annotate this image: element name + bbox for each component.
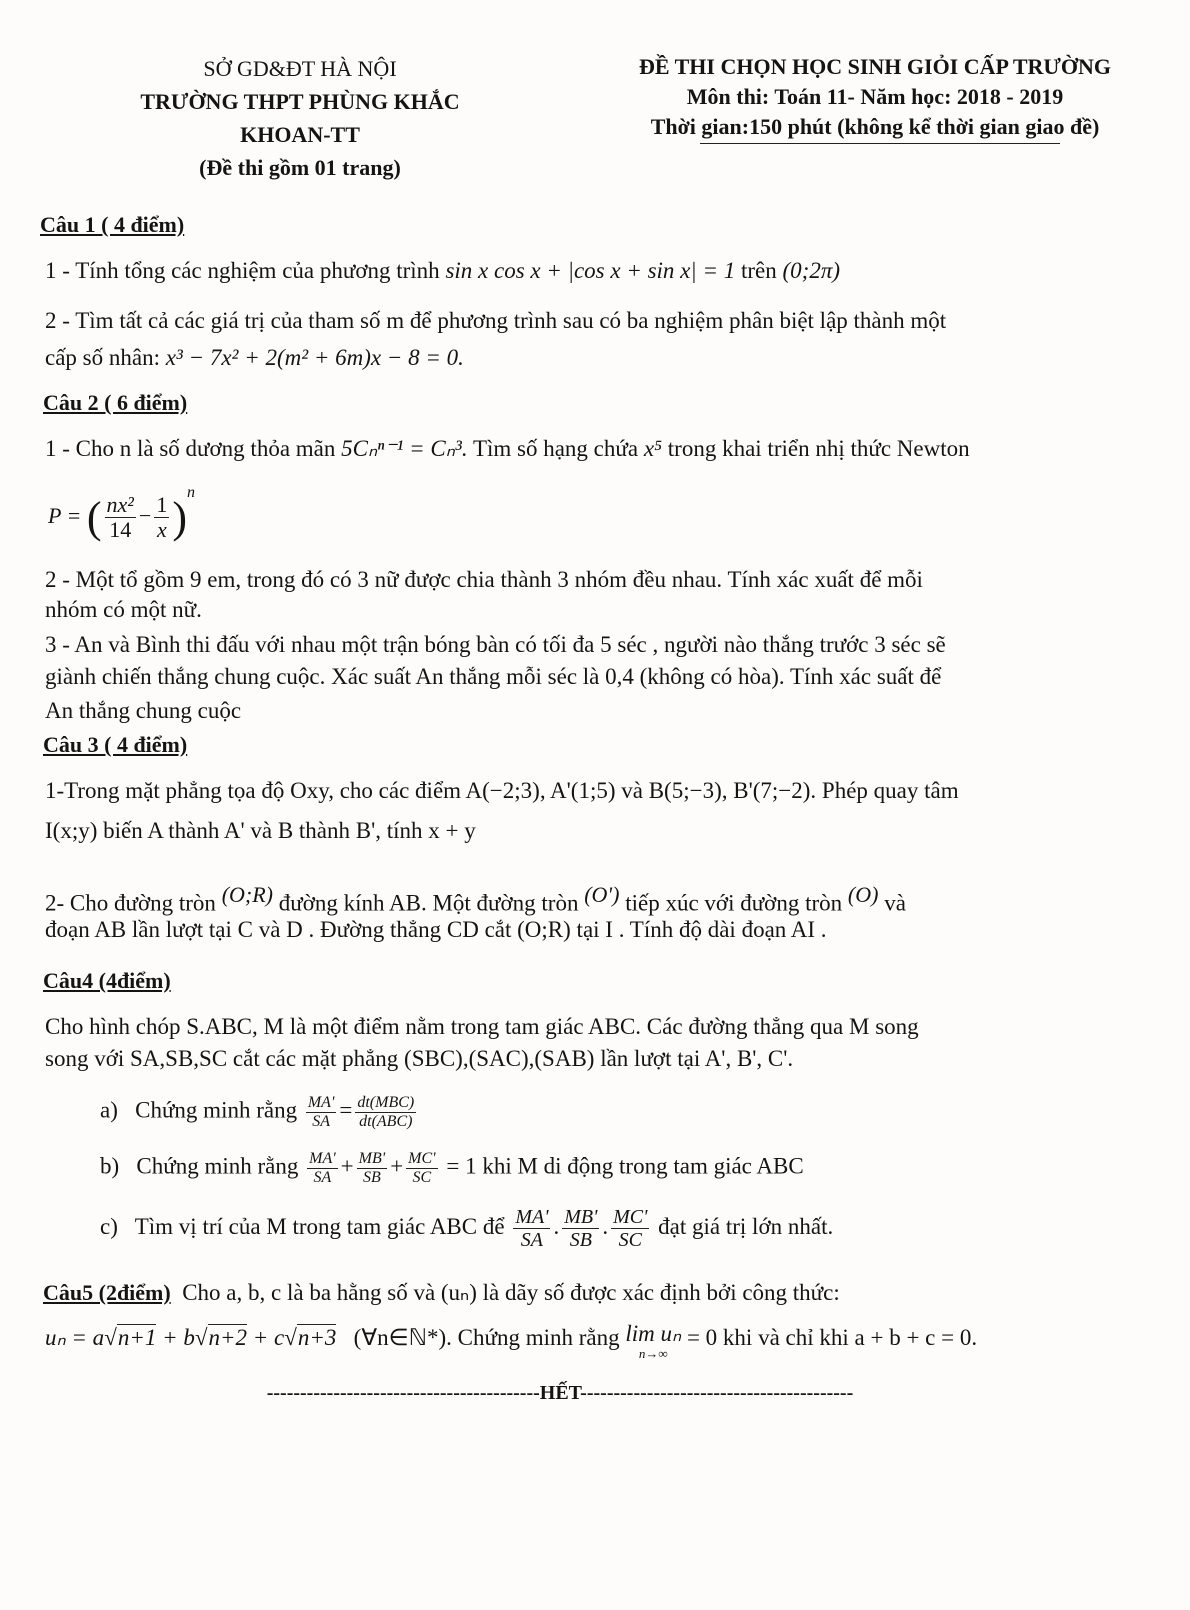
denominator: SC	[618, 1229, 642, 1251]
exam-time: Thời gian:150 phút (không kể thời gian giao đề)	[650, 114, 1100, 139]
school-name: TRƯỜNG THPT PHÙNG KHẮC	[140, 89, 460, 114]
part-b-text: Chứng minh rằng	[136, 1153, 299, 1179]
fraction-ma	[307, 1150, 338, 1186]
time-underline	[700, 143, 1060, 144]
denominator: SA	[520, 1229, 544, 1251]
sqrt-n3: n+3	[297, 1325, 337, 1350]
cau1-q1-tail: trên	[740, 258, 777, 283]
cau2-q1-condition: 5Cₙⁿ⁻¹ = Cₙ³.	[341, 436, 468, 461]
cau2-q3-line1: 3 - An và Bình thi đấu với nhau một trận bóng bàn có tối đa 5 séc , người nào thắng trước 3 séc sẽ	[45, 632, 946, 657]
header-right	[590, 52, 1160, 142]
circle-O-prime: (O')	[584, 882, 620, 907]
plus-c: + c	[252, 1325, 285, 1350]
p-lhs: P =	[48, 503, 82, 528]
part-a-text: Chứng minh rằng	[135, 1097, 298, 1123]
numerator: dt(MBC)	[357, 1094, 415, 1111]
numerator: nx²	[106, 492, 134, 518]
denominator: SA	[312, 1112, 330, 1130]
denominator: SB	[569, 1229, 592, 1251]
fraction-ma-sa	[306, 1094, 337, 1130]
fraction-1	[105, 493, 136, 542]
cau4-part-b: b) Chứng minh rằng $\frac{MA'}{SA}$ + $\frac{MB'}{SB}$ + $\frac{MC'}{SC}$ = 1 khi M di động trong tam giác ABC	[100, 1150, 804, 1186]
exam-subject: Môn thi: Toán 11- Năm học: 2018 - 2019	[686, 84, 1064, 109]
right-paren: )	[172, 492, 187, 542]
cau3-q2-text-a: 2- Cho đường tròn	[45, 890, 216, 916]
cau1-q1-equation: sin x cos x + |cos x + sin x| = 1	[445, 258, 736, 283]
cau4-part-c: c) Tìm vị trí của M trong tam giác ABC để $\frac{MA'}{SA}$ . $\frac{MB'}{SB}$ . $\frac{MC'}{SC}$ đạt giá trị lớn nhất.	[100, 1206, 834, 1251]
cau1-q1-text: 1 - Tính tổng các nghiệm của phương trình	[45, 258, 440, 283]
denominator: x	[156, 517, 167, 543]
circle-O-R: (O;R)	[221, 882, 273, 907]
un-def: uₙ = a	[45, 1325, 105, 1350]
denominator: dt(ABC)	[359, 1112, 413, 1130]
cau3-q2-text-b: đường kính AB. Một đường tròn	[278, 890, 579, 916]
fraction-mc	[406, 1150, 437, 1186]
part-b-tail: = 1 khi M di động trong tam giác ABC	[446, 1153, 804, 1179]
plus-b: + b	[162, 1325, 195, 1350]
exam-title: ĐỀ THI CHỌN HỌC SINH GIỎI CẤP TRƯỜNG	[638, 54, 1112, 79]
part-c-tail: đạt giá trị lớn nhất.	[658, 1213, 834, 1239]
equals: =	[339, 1097, 353, 1123]
cau1-heading: Câu 1 ( 4 điểm)	[40, 212, 185, 237]
cau2-q3-line2: giành chiến thắng chung cuộc. Xác suất An thắng mỗi séc là 0,4 (không có hòa). Tính xác suất để	[45, 664, 942, 689]
numerator: MB'	[564, 1206, 598, 1228]
unit: KHOAN-TT	[240, 122, 360, 147]
cau3-heading: Câu 3 ( 4 điểm)	[43, 732, 188, 757]
part-c-text: Tìm vị trí của M trong tam giác ABC để	[134, 1213, 505, 1239]
fraction-ma	[513, 1206, 550, 1251]
cau2-q3-line3: An thắng chung cuộc	[45, 698, 242, 723]
fraction-area	[355, 1094, 416, 1130]
cau3-q2-text-c: tiếp xúc với đường tròn	[625, 890, 843, 916]
numerator: MC'	[613, 1206, 648, 1228]
cau5-domain: (∀n∈ℕ*). Chứng minh rằng	[353, 1325, 620, 1350]
cau4-intro-line1: Cho hình chóp S.ABC, M là một điểm nằm trong tam giác ABC. Các đường thẳng qua M song	[45, 1014, 919, 1039]
denominator: SC	[412, 1168, 432, 1186]
cau2-q1-line1	[45, 434, 970, 464]
cau2-q2-line1: 2 - Một tổ gồm 9 em, trong đó có 3 nữ được chia thành 3 nhóm đều nhau. Tính xác xuất để mỗi	[45, 567, 923, 592]
sqrt-n2: n+2	[208, 1325, 248, 1350]
cau5-intro: Cho a, b, c là ba hằng số và (uₙ) là dãy số được xác định bởi công thức:	[182, 1280, 840, 1305]
denominator: SA	[313, 1168, 332, 1186]
cau4-intro-line2: song với SA,SB,SC cắt các mặt phẳng (SBC),(SAC),(SAB) lần lượt tại A', B', C'.	[45, 1046, 794, 1071]
cau1-q1	[45, 256, 840, 286]
cau3-q2-line1	[45, 880, 906, 919]
numerator: 1	[156, 492, 168, 518]
cau2-q1-text-c: trong khai triển nhị thức Newton	[667, 436, 970, 461]
cau5-heading: Câu5 (2điểm)	[43, 1280, 171, 1305]
numerator: MA'	[309, 1150, 336, 1167]
end-mark: -----------------------------------------HẾT-----------------------------------------	[266, 1382, 854, 1404]
exponent: n	[187, 484, 195, 501]
part-c-label: c)	[100, 1213, 118, 1239]
cau3-q1-line1: 1-Trong mặt phẳng tọa độ Oxy, cho các điểm A(−2;3), A'(1;5) và B(5;−3), B'(7;−2). Phép quay tâm	[45, 778, 959, 803]
cau1-q2-equation: x³ − 7x² + 2(m² + 6m)x − 8 = 0.	[165, 345, 464, 370]
limit-expression	[625, 1322, 681, 1360]
numerator: MC'	[408, 1150, 436, 1167]
cau3-q2-text-d: và	[884, 890, 906, 916]
fraction-2	[154, 493, 169, 542]
numerator: MA'	[307, 1094, 335, 1111]
fraction-mb	[357, 1150, 388, 1186]
cau2-q1-text-a: 1 - Cho n là số dương thỏa mãn	[45, 436, 336, 461]
part-a-label: a)	[100, 1097, 118, 1123]
pages-note: (Đề thi gồm 01 trang)	[199, 155, 401, 180]
header-left	[40, 52, 560, 184]
cau2-q2-line2: nhóm có một nữ.	[45, 597, 202, 622]
left-paren: (	[86, 492, 102, 542]
numerator: MA'	[515, 1206, 549, 1228]
numerator: MB'	[358, 1150, 386, 1167]
cau2-q1-text-b: Tìm số hạng chứa	[472, 436, 639, 461]
cau4-heading: Câu4 (4điểm)	[43, 968, 171, 993]
binomial-expression: P = ( $\frac{\text{nx²}}{14}$ − $\frac{1}{x}$ )$^n$	[48, 484, 195, 543]
fraction-mb	[562, 1206, 599, 1251]
cau5-line2: uₙ = a√n+1 + b√n+2 + c√n+3 (∀n∈ℕ*). Chứng minh rằng lim uₙ n→∞ = 0 khi và chỉ khi a + b + c = 0.	[45, 1321, 978, 1361]
cau4-part-a	[100, 1094, 419, 1130]
cau3-q2-line2: đoạn AB lần lượt tại C và D . Đường thẳng CD cắt (O;R) tại I . Tính độ dài đoạn AI .	[45, 917, 827, 942]
cau2-heading: Câu 2 ( 6 điểm)	[43, 390, 188, 415]
cau5-tail: = 0 khi và chỉ khi a + b + c = 0.	[686, 1325, 978, 1350]
circle-O: (O)	[847, 882, 879, 907]
cau1-q2-label: cấp số nhân:	[45, 345, 160, 370]
cau2-q1-power: x⁵	[643, 436, 663, 461]
lim-sub: n→∞	[638, 1346, 668, 1361]
department: SỞ GD&ĐT HÀ NỘI	[203, 56, 397, 81]
cau1-q2-line1: 2 - Tìm tất cả các giá trị của tham số m để phương trình sau có ba nghiệm phân biệt lập thành một	[45, 308, 947, 333]
denominator: SB	[363, 1168, 381, 1186]
cau5-line1	[43, 1278, 840, 1308]
fraction-mc	[611, 1206, 649, 1251]
lim-label: lim uₙ	[625, 1321, 682, 1346]
sqrt-n1: n+1	[117, 1325, 157, 1350]
part-b-label: b)	[100, 1153, 120, 1179]
cau3-q1-line2: I(x;y) biến A thành A' và B thành B', tính x + y	[45, 818, 476, 843]
cau1-q2-line2	[45, 343, 464, 373]
cau1-q1-interval: (0;2π)	[782, 258, 840, 283]
denominator: 14	[109, 517, 132, 543]
